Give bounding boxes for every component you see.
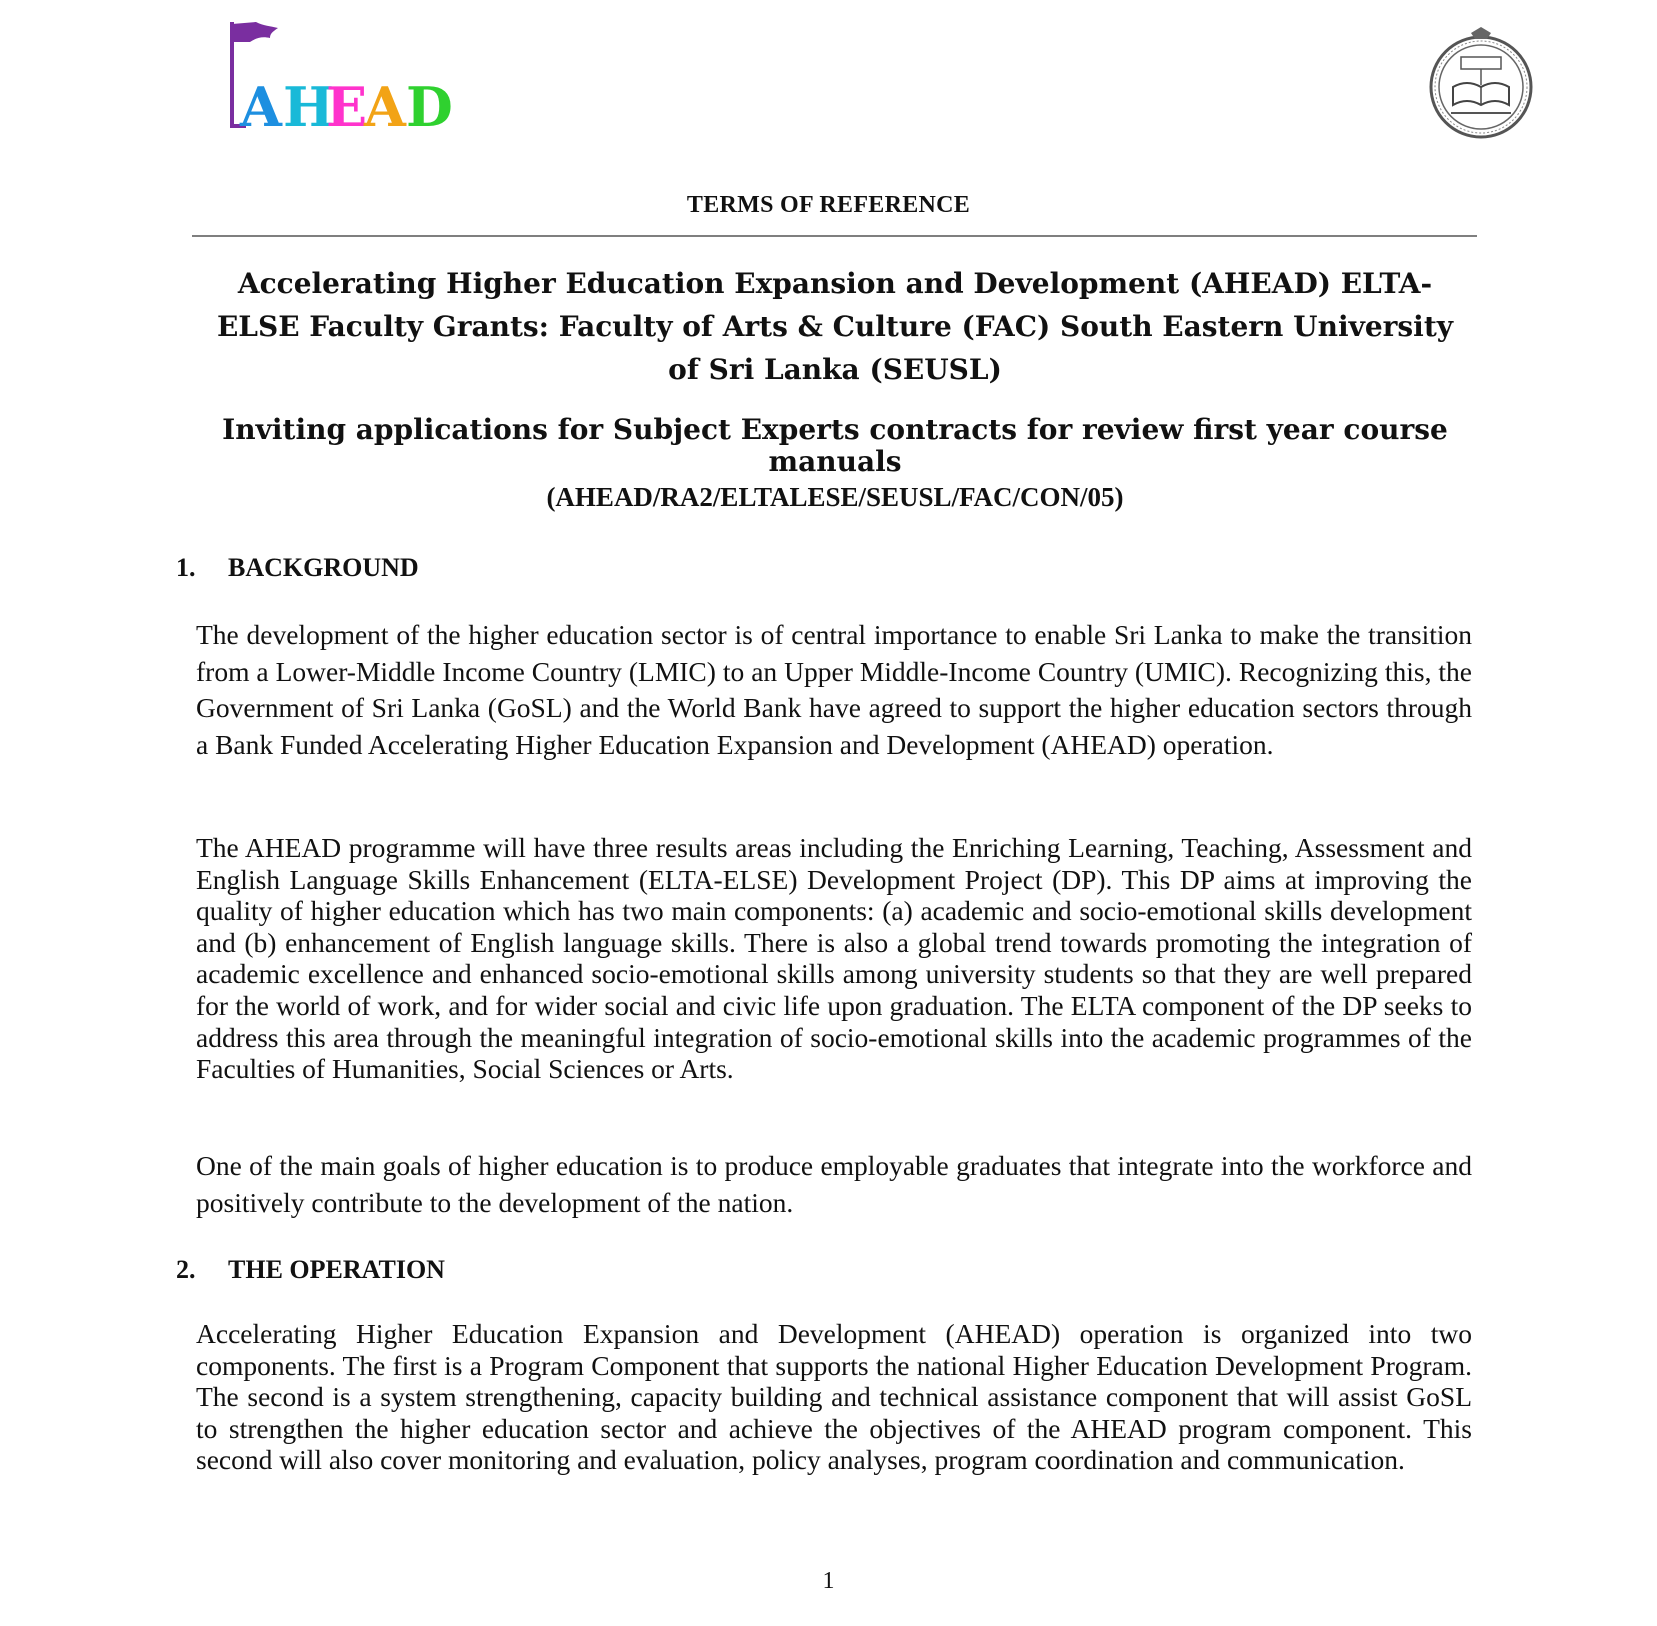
- flag-icon: [232, 22, 278, 42]
- ahead-logo-wordmark: [239, 75, 453, 139]
- ahead-logo-graphic: [226, 20, 466, 142]
- background-paragraph-1: The development of the higher education sector is of central importance to enable Sri Lanka to make the transition from a Lower-Middle Income Country (LMIC) to an Upper Middle-Income Country (UMIC). Recognizing this, the Government of Sri Lanka (GoSL) and the World Bank have agreed to support the higher education sectors through a Bank Funded Accelerating Higher Education Expansion and Development (AHEAD) operation.: [196, 619, 1472, 760]
- university-seal-icon: [1425, 27, 1537, 139]
- section-heading-operation: [176, 1255, 445, 1285]
- ahead-letter-h: H: [283, 75, 335, 139]
- invitation-heading: Inviting applications for Subject Experts contracts for review first year course manuals: [222, 413, 1448, 478]
- background-paragraph-2: The AHEAD programme will have three results areas including the Enriching Learning, Teaching, Assessment and English Language Skills Enhancement (ELTA-ELSE) Development Project (DP). This DP aims at improving the quality of higher education which has two main components: (a) academic and socio-emotional skills development and (b) enhancement of English language skills. There is also a global trend towards promoting the integration of academic excellence and enhanced socio-emotional skills among university students so that they are well prepared for the world of work, and for wider social and civic life upon graduation. The ELTA component of the DP seeks to address this area through the meaningful integration of socio-emotional skills into the academic programmes of the Faculties of Humanities, Social Sciences or Arts.: [196, 832, 1472, 1085]
- background-paragraph-3: One of the main goals of higher education is to produce employable graduates that integrate into the workforce and positively contribute to the development of the nation.: [196, 1150, 1472, 1218]
- document-type-title: TERMS OF REFERENCE: [686, 192, 971, 218]
- horizontal-rule: [192, 235, 1477, 237]
- reference-code: (AHEAD/RA2/ELTALESE/SEUSL/FAC/CON/05): [546, 482, 1124, 512]
- seal-graphic: [1425, 27, 1537, 139]
- section-title: THE OPERATION: [228, 1255, 445, 1284]
- ahead-letter-e: E: [326, 75, 368, 139]
- operation-paragraph-1: Accelerating Higher Education Expansion and Development (AHEAD) operation is organized into two components. The first is a Program Component that supports the national Higher Education Development Program. The second is a system strengthening, capacity building and technical assistance component that will assist GoSL to strengthen the higher education sector and achieve the objectives of the AHEAD program component. This second will also cover monitoring and evaluation, policy analyses, program coordination and communication.: [196, 1318, 1472, 1476]
- section-title: BACKGROUND: [228, 553, 419, 582]
- section-number: 1.: [176, 553, 196, 582]
- ahead-letter-d: D: [406, 75, 453, 139]
- ahead-letter-a: A: [240, 75, 282, 139]
- ahead-letter-a2: A: [364, 75, 406, 139]
- ahead-logo: [226, 20, 466, 142]
- page-number: 1: [822, 1568, 835, 1594]
- project-heading: Accelerating Higher Education Expansion and Development (AHEAD) ELTA- ELSE Faculty Grants: Faculty of Arts & Culture (FAC) South Eastern University of Sri Lanka (SEUSL): [216, 267, 1454, 386]
- section-number: 2.: [176, 1255, 196, 1284]
- section-heading-background: [176, 553, 419, 583]
